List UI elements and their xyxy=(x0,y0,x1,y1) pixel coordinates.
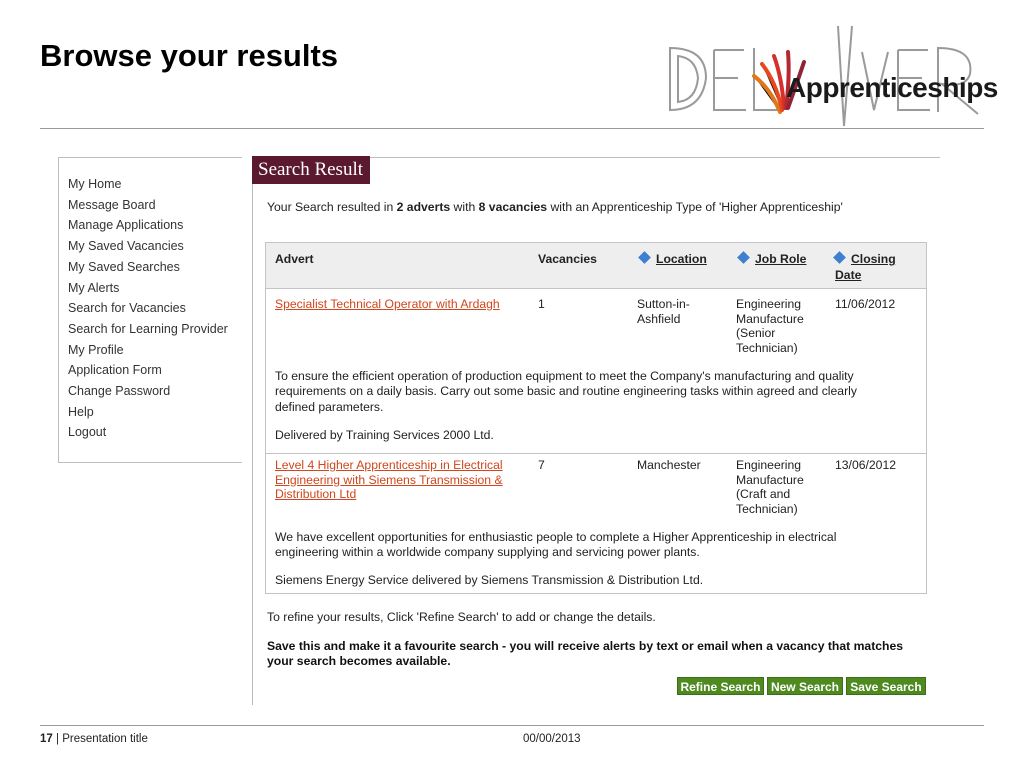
new-search-button[interactable]: New Search xyxy=(767,677,843,695)
description-line: defined parameters. xyxy=(275,399,384,414)
sidebar-item-my-home[interactable]: My Home xyxy=(68,177,122,191)
table-row-2-advert xyxy=(275,458,503,502)
sort-icon xyxy=(737,251,750,264)
job-role-line: (Senior xyxy=(736,326,776,341)
sidebar-item-search-learning-provider[interactable]: Search for Learning Provider xyxy=(68,321,228,336)
presentation-title: Presentation title xyxy=(62,733,148,745)
location-line: Manchester xyxy=(637,458,701,472)
sidebar-item-logout[interactable]: Logout xyxy=(68,425,107,440)
save-search-note: Save this and make it a favourite search - you will receive alerts by text or email when a vacancy that matches your search becomes available. xyxy=(267,639,904,668)
column-header-closing-label-2: Date xyxy=(835,268,862,282)
column-header-location[interactable] xyxy=(640,252,707,266)
table-row-2-description xyxy=(275,530,905,561)
job-role-line: Manufacture xyxy=(736,472,804,487)
location-line: Sutton-in- xyxy=(637,297,690,311)
job-role-line: Technician) xyxy=(736,340,798,355)
table-row-2-delivered-by: Siemens Energy Service delivered by Siemens Transmission & Distribution Ltd. xyxy=(275,573,704,587)
sidebar-item-search-for-vacancies[interactable]: Search for Vacancies xyxy=(68,301,186,316)
column-header-closing-label-1: Closing xyxy=(851,252,896,266)
refine-search-button[interactable]: Refine Search xyxy=(677,677,764,695)
results-table xyxy=(265,242,927,594)
description-line: engineering within a worldwide company supplying and servicing power plants. xyxy=(275,545,700,560)
job-role-line: (Craft and xyxy=(736,487,791,502)
table-row-2-vacancies: 7 xyxy=(538,458,545,472)
content-border-left xyxy=(252,157,253,705)
table-row-1-description xyxy=(275,369,905,415)
advert-link[interactable]: Distribution Ltd xyxy=(275,487,357,502)
description-line: requirements on a daily basis. Carry out some basic and routine engineering tasks within agreed and clearly xyxy=(275,384,857,399)
column-header-closing-date[interactable] xyxy=(835,251,896,283)
summary-text-post: with an Apprenticeship Type of 'Higher Apprenticeship' xyxy=(547,200,843,214)
sort-icon xyxy=(638,251,651,264)
table-row-1-advert xyxy=(275,297,500,312)
apprenticeships-logo xyxy=(662,18,998,130)
slide-title: Browse your results xyxy=(40,38,339,73)
logo-wordmark: Apprenticeships xyxy=(786,72,998,103)
column-header-vacancies: Vacancies xyxy=(538,252,597,266)
page-number: 17 xyxy=(40,733,53,745)
table-row-1-location xyxy=(637,297,690,326)
sidebar-item-manage-applications[interactable]: Manage Applications xyxy=(68,218,184,233)
table-row-2-closing-date: 13/06/2012 xyxy=(835,458,896,472)
summary-text-pre: Your Search resulted in xyxy=(267,200,397,214)
search-result-header: Search Result xyxy=(252,156,370,184)
table-row-2-job-role xyxy=(736,458,804,516)
summary-adverts-count: 2 adverts xyxy=(396,200,451,214)
advert-link[interactable]: Level 4 Higher Apprenticeship in Electrical xyxy=(275,458,503,472)
table-row-1-vacancies: 1 xyxy=(538,297,545,311)
refine-instructions: To refine your results, Click 'Refine Search' to add or change the details. xyxy=(267,610,656,624)
job-role-line: Engineering xyxy=(736,458,802,472)
column-header-job-role[interactable] xyxy=(739,252,806,266)
column-header-advert: Advert xyxy=(275,252,314,266)
table-row-1-job-role xyxy=(736,297,804,355)
sidebar-item-my-alerts[interactable]: My Alerts xyxy=(68,280,120,295)
slide-footer xyxy=(40,733,148,745)
summary-vacancies-count: 8 vacancies xyxy=(478,200,548,214)
table-header xyxy=(266,243,926,289)
table-row-2-location xyxy=(637,458,701,473)
search-summary xyxy=(267,200,843,214)
job-role-line: Manufacture xyxy=(736,311,804,326)
summary-text-mid: with xyxy=(450,200,479,214)
table-row-1-delivered-by: Delivered by Training Services 2000 Ltd. xyxy=(275,428,494,442)
sidebar-nav xyxy=(58,157,242,463)
sidebar-item-my-profile[interactable]: My Profile xyxy=(68,342,124,357)
sidebar-item-help[interactable]: Help xyxy=(68,404,94,419)
sidebar-item-application-form[interactable]: Application Form xyxy=(68,363,162,378)
location-line: Ashfield xyxy=(637,311,681,326)
advert-link[interactable]: Specialist Technical Operator with Ardagh xyxy=(275,297,500,311)
save-search-button[interactable]: Save Search xyxy=(846,677,926,695)
sidebar-item-change-password[interactable]: Change Password xyxy=(68,384,171,399)
advert-link[interactable]: Engineering with Siemens Transmission & xyxy=(275,472,503,487)
job-role-line: Engineering xyxy=(736,297,802,311)
sidebar-item-my-saved-searches[interactable]: My Saved Searches xyxy=(68,259,180,274)
row-divider xyxy=(266,453,926,454)
table-row-1-closing-date: 11/06/2012 xyxy=(835,297,896,311)
column-header-location-label: Location xyxy=(656,252,707,266)
description-line: To ensure the efficient operation of production equipment to meet the Company's manufacturing and quality xyxy=(275,369,854,383)
footer-date: 00/00/2013 xyxy=(523,733,581,745)
description-line: We have excellent opportunities for enthusiastic people to complete a Higher Apprenticeship in electrical xyxy=(275,530,837,544)
content-border-top xyxy=(370,157,940,158)
header-divider xyxy=(40,128,984,129)
footer-separator: | xyxy=(52,733,63,745)
sidebar-item-my-saved-vacancies[interactable]: My Saved Vacancies xyxy=(68,239,184,254)
footer-divider xyxy=(40,725,984,726)
job-role-line: Technician) xyxy=(736,501,798,516)
sidebar-item-message-board[interactable]: Message Board xyxy=(68,197,156,212)
sort-icon xyxy=(833,251,846,264)
column-header-job-role-label: Job Role xyxy=(755,252,807,266)
